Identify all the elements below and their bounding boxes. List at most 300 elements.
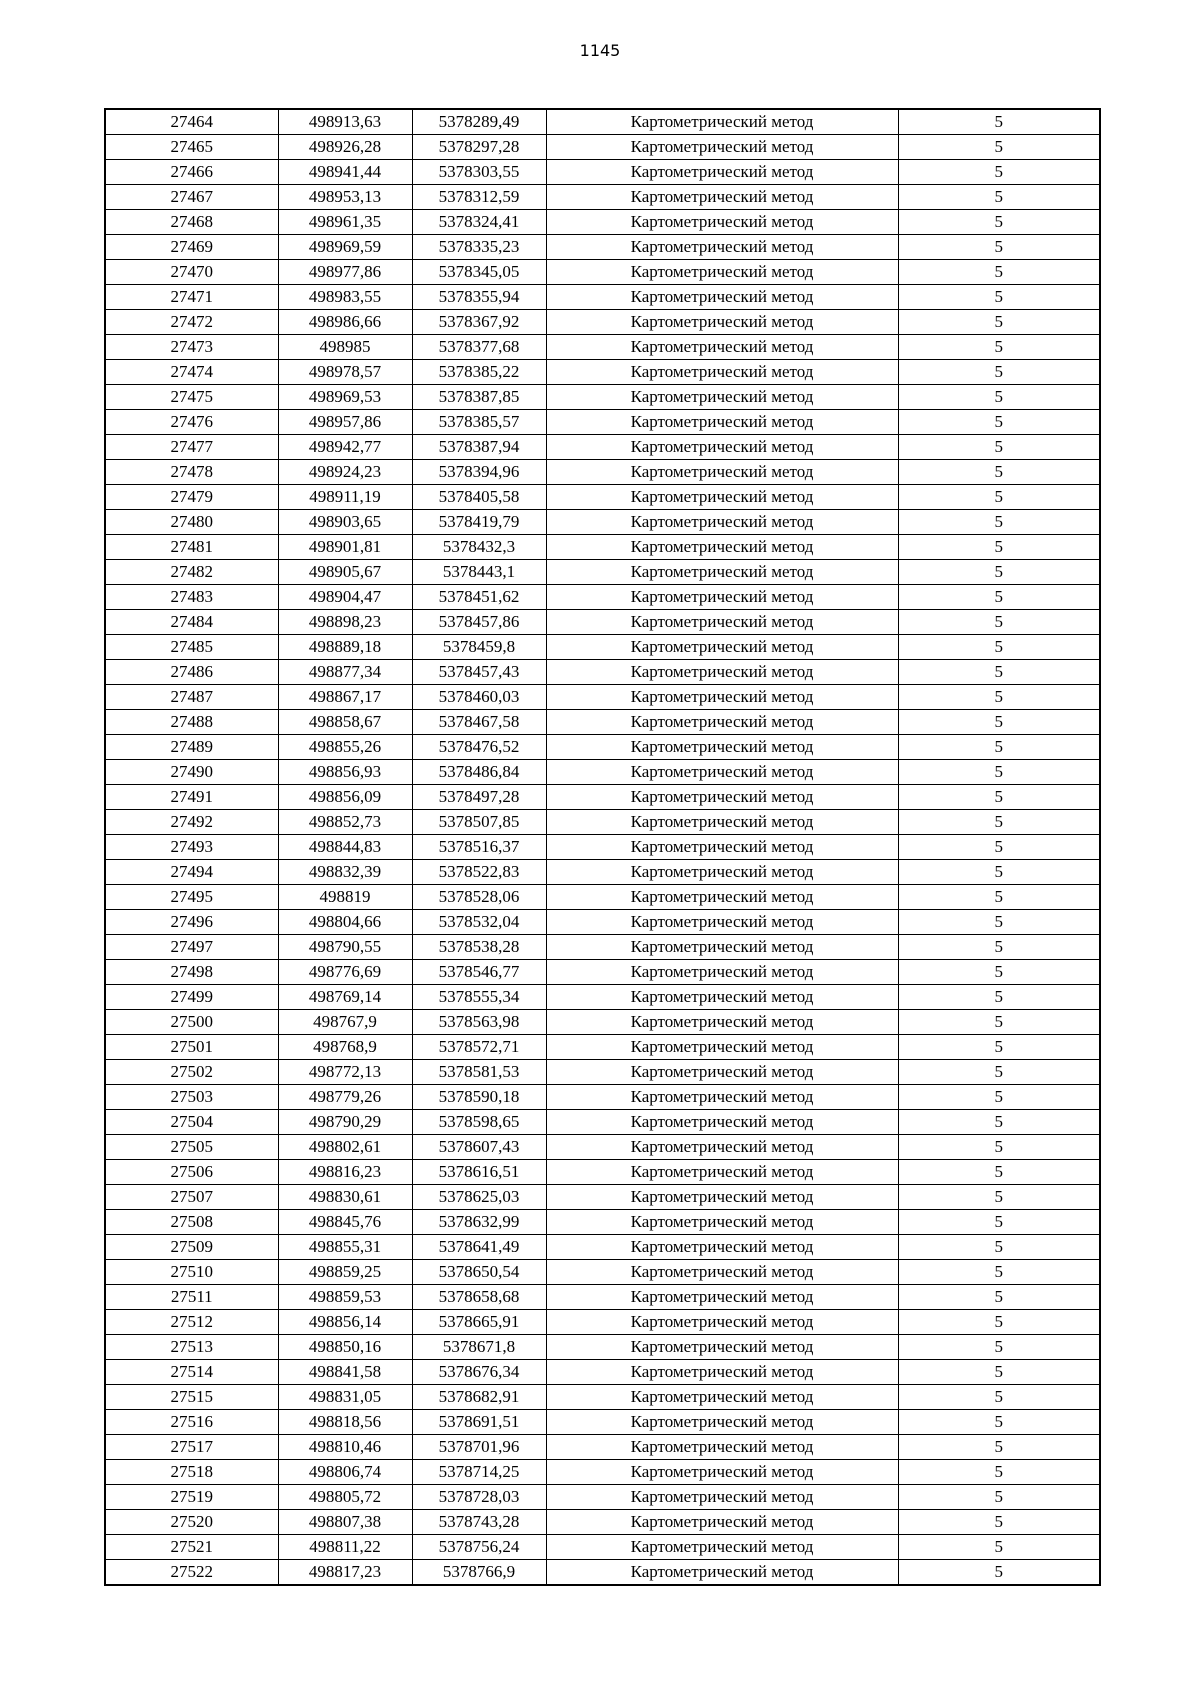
- x-coordinate-cell: 498957,86: [278, 410, 412, 435]
- x-coordinate-cell: 498832,39: [278, 860, 412, 885]
- point-number-cell: 27476: [105, 410, 278, 435]
- accuracy-cell: 5: [898, 1485, 1100, 1510]
- x-coordinate-cell: 498941,44: [278, 160, 412, 185]
- point-number-cell: 27506: [105, 1160, 278, 1185]
- accuracy-cell: 5: [898, 985, 1100, 1010]
- x-coordinate-cell: 498903,65: [278, 510, 412, 535]
- accuracy-cell: 5: [898, 1010, 1100, 1035]
- table-row: [105, 1160, 1100, 1185]
- method-cell: Картометрический метод: [546, 210, 898, 235]
- method-cell: Картометрический метод: [546, 160, 898, 185]
- coordinates-table: [104, 108, 1101, 1586]
- x-coordinate-cell: 498776,69: [278, 960, 412, 985]
- x-coordinate-cell: 498859,25: [278, 1260, 412, 1285]
- method-cell: Картометрический метод: [546, 1310, 898, 1335]
- x-coordinate-cell: 498856,14: [278, 1310, 412, 1335]
- accuracy-cell: 5: [898, 135, 1100, 160]
- method-cell: Картометрический метод: [546, 1010, 898, 1035]
- accuracy-cell: 5: [898, 685, 1100, 710]
- table-row: [105, 560, 1100, 585]
- method-cell: Картометрический метод: [546, 185, 898, 210]
- point-number-cell: 27512: [105, 1310, 278, 1335]
- method-cell: Картометрический метод: [546, 1260, 898, 1285]
- table-row: [105, 960, 1100, 985]
- table-row: [105, 685, 1100, 710]
- method-cell: Картометрический метод: [546, 610, 898, 635]
- accuracy-cell: 5: [898, 1060, 1100, 1085]
- method-cell: Картометрический метод: [546, 1085, 898, 1110]
- x-coordinate-cell: 498841,58: [278, 1360, 412, 1385]
- method-cell: Картометрический метод: [546, 685, 898, 710]
- y-coordinate-cell: 5378632,99: [412, 1210, 546, 1235]
- method-cell: Картометрический метод: [546, 410, 898, 435]
- accuracy-cell: 5: [898, 435, 1100, 460]
- method-cell: Картометрический метод: [546, 485, 898, 510]
- y-coordinate-cell: 5378432,3: [412, 535, 546, 560]
- method-cell: Картометрический метод: [546, 1335, 898, 1360]
- x-coordinate-cell: 498810,46: [278, 1435, 412, 1460]
- table-row: [105, 910, 1100, 935]
- accuracy-cell: 5: [898, 210, 1100, 235]
- table-row: [105, 1285, 1100, 1310]
- accuracy-cell: 5: [898, 360, 1100, 385]
- point-number-cell: 27496: [105, 910, 278, 935]
- table-row: [105, 535, 1100, 560]
- method-cell: Картометрический метод: [546, 535, 898, 560]
- table-row: [105, 1485, 1100, 1510]
- table-row: [105, 510, 1100, 535]
- accuracy-cell: 5: [898, 735, 1100, 760]
- y-coordinate-cell: 5378516,37: [412, 835, 546, 860]
- table-row: [105, 1560, 1100, 1586]
- table-row: [105, 635, 1100, 660]
- x-coordinate-cell: 498811,22: [278, 1535, 412, 1560]
- method-cell: Картометрический метод: [546, 1410, 898, 1435]
- y-coordinate-cell: 5378714,25: [412, 1460, 546, 1485]
- method-cell: Картометрический метод: [546, 1360, 898, 1385]
- table-row: [105, 109, 1100, 135]
- accuracy-cell: 5: [898, 285, 1100, 310]
- point-number-cell: 27498: [105, 960, 278, 985]
- table-row: [105, 835, 1100, 860]
- table-row: [105, 1335, 1100, 1360]
- x-coordinate-cell: 498855,31: [278, 1235, 412, 1260]
- table-row: [105, 1310, 1100, 1335]
- y-coordinate-cell: 5378312,59: [412, 185, 546, 210]
- table-row: [105, 410, 1100, 435]
- point-number-cell: 27483: [105, 585, 278, 610]
- x-coordinate-cell: 498985: [278, 335, 412, 360]
- x-coordinate-cell: 498859,53: [278, 1285, 412, 1310]
- point-number-cell: 27473: [105, 335, 278, 360]
- x-coordinate-cell: 498986,66: [278, 310, 412, 335]
- method-cell: Картометрический метод: [546, 910, 898, 935]
- table-row: [105, 1235, 1100, 1260]
- table-row: [105, 785, 1100, 810]
- y-coordinate-cell: 5378297,28: [412, 135, 546, 160]
- y-coordinate-cell: 5378459,8: [412, 635, 546, 660]
- table-body: [105, 109, 1100, 1585]
- y-coordinate-cell: 5378387,85: [412, 385, 546, 410]
- accuracy-cell: 5: [898, 810, 1100, 835]
- y-coordinate-cell: 5378625,03: [412, 1185, 546, 1210]
- accuracy-cell: 5: [898, 960, 1100, 985]
- y-coordinate-cell: 5378497,28: [412, 785, 546, 810]
- method-cell: Картометрический метод: [546, 760, 898, 785]
- method-cell: Картометрический метод: [546, 1210, 898, 1235]
- accuracy-cell: 5: [898, 1285, 1100, 1310]
- method-cell: Картометрический метод: [546, 1110, 898, 1135]
- point-number-cell: 27477: [105, 435, 278, 460]
- method-cell: Картометрический метод: [546, 835, 898, 860]
- method-cell: Картометрический метод: [546, 785, 898, 810]
- method-cell: Картометрический метод: [546, 510, 898, 535]
- point-number-cell: 27490: [105, 760, 278, 785]
- table-row: [105, 1185, 1100, 1210]
- method-cell: Картометрический метод: [546, 260, 898, 285]
- y-coordinate-cell: 5378665,91: [412, 1310, 546, 1335]
- method-cell: Картометрический метод: [546, 1285, 898, 1310]
- y-coordinate-cell: 5378303,55: [412, 160, 546, 185]
- point-number-cell: 27478: [105, 460, 278, 485]
- point-number-cell: 27502: [105, 1060, 278, 1085]
- point-number-cell: 27521: [105, 1535, 278, 1560]
- y-coordinate-cell: 5378387,94: [412, 435, 546, 460]
- method-cell: Картометрический метод: [546, 335, 898, 360]
- accuracy-cell: 5: [898, 1510, 1100, 1535]
- table-row: [105, 1010, 1100, 1035]
- method-cell: Картометрический метод: [546, 560, 898, 585]
- accuracy-cell: 5: [898, 260, 1100, 285]
- point-number-cell: 27471: [105, 285, 278, 310]
- table-row: [105, 810, 1100, 835]
- y-coordinate-cell: 5378324,41: [412, 210, 546, 235]
- accuracy-cell: 5: [898, 560, 1100, 585]
- point-number-cell: 27515: [105, 1385, 278, 1410]
- y-coordinate-cell: 5378650,54: [412, 1260, 546, 1285]
- accuracy-cell: 5: [898, 1460, 1100, 1485]
- accuracy-cell: 5: [898, 1535, 1100, 1560]
- x-coordinate-cell: 498867,17: [278, 685, 412, 710]
- y-coordinate-cell: 5378355,94: [412, 285, 546, 310]
- point-number-cell: 27509: [105, 1235, 278, 1260]
- y-coordinate-cell: 5378546,77: [412, 960, 546, 985]
- y-coordinate-cell: 5378607,43: [412, 1135, 546, 1160]
- x-coordinate-cell: 498830,61: [278, 1185, 412, 1210]
- method-cell: Картометрический метод: [546, 235, 898, 260]
- y-coordinate-cell: 5378616,51: [412, 1160, 546, 1185]
- table-row: [105, 185, 1100, 210]
- accuracy-cell: 5: [898, 510, 1100, 535]
- y-coordinate-cell: 5378555,34: [412, 985, 546, 1010]
- x-coordinate-cell: 498769,14: [278, 985, 412, 1010]
- accuracy-cell: 5: [898, 235, 1100, 260]
- point-number-cell: 27466: [105, 160, 278, 185]
- accuracy-cell: 5: [898, 1560, 1100, 1586]
- table-row: [105, 985, 1100, 1010]
- method-cell: Картометрический метод: [546, 1160, 898, 1185]
- accuracy-cell: 5: [898, 1085, 1100, 1110]
- y-coordinate-cell: 5378590,18: [412, 1085, 546, 1110]
- method-cell: Картометрический метод: [546, 810, 898, 835]
- point-number-cell: 27492: [105, 810, 278, 835]
- x-coordinate-cell: 498819: [278, 885, 412, 910]
- x-coordinate-cell: 498790,55: [278, 935, 412, 960]
- x-coordinate-cell: 498983,55: [278, 285, 412, 310]
- table-row: [105, 1435, 1100, 1460]
- x-coordinate-cell: 498926,28: [278, 135, 412, 160]
- point-number-cell: 27497: [105, 935, 278, 960]
- table-row: [105, 1360, 1100, 1385]
- x-coordinate-cell: 498977,86: [278, 260, 412, 285]
- accuracy-cell: 5: [898, 585, 1100, 610]
- x-coordinate-cell: 498855,26: [278, 735, 412, 760]
- x-coordinate-cell: 498790,29: [278, 1110, 412, 1135]
- x-coordinate-cell: 498969,53: [278, 385, 412, 410]
- method-cell: Картометрический метод: [546, 635, 898, 660]
- y-coordinate-cell: 5378345,05: [412, 260, 546, 285]
- method-cell: Картометрический метод: [546, 1060, 898, 1085]
- table-row: [105, 1035, 1100, 1060]
- accuracy-cell: 5: [898, 410, 1100, 435]
- accuracy-cell: 5: [898, 1260, 1100, 1285]
- x-coordinate-cell: 498805,72: [278, 1485, 412, 1510]
- method-cell: Картометрический метод: [546, 860, 898, 885]
- x-coordinate-cell: 498877,34: [278, 660, 412, 685]
- table-row: [105, 860, 1100, 885]
- point-number-cell: 27518: [105, 1460, 278, 1485]
- point-number-cell: 27465: [105, 135, 278, 160]
- accuracy-cell: 5: [898, 1310, 1100, 1335]
- y-coordinate-cell: 5378532,04: [412, 910, 546, 935]
- method-cell: Картометрический метод: [546, 885, 898, 910]
- table-row: [105, 735, 1100, 760]
- method-cell: Картометрический метод: [546, 1535, 898, 1560]
- accuracy-cell: 5: [898, 835, 1100, 860]
- y-coordinate-cell: 5378701,96: [412, 1435, 546, 1460]
- x-coordinate-cell: 498856,93: [278, 760, 412, 785]
- x-coordinate-cell: 498816,23: [278, 1160, 412, 1185]
- x-coordinate-cell: 498942,77: [278, 435, 412, 460]
- table-row: [105, 1510, 1100, 1535]
- y-coordinate-cell: 5378405,58: [412, 485, 546, 510]
- method-cell: Картометрический метод: [546, 109, 898, 135]
- x-coordinate-cell: 498845,76: [278, 1210, 412, 1235]
- table-row: [105, 660, 1100, 685]
- table-row: [105, 585, 1100, 610]
- accuracy-cell: 5: [898, 1410, 1100, 1435]
- accuracy-cell: 5: [898, 310, 1100, 335]
- accuracy-cell: 5: [898, 1360, 1100, 1385]
- point-number-cell: 27514: [105, 1360, 278, 1385]
- method-cell: Картометрический метод: [546, 660, 898, 685]
- point-number-cell: 27481: [105, 535, 278, 560]
- accuracy-cell: 5: [898, 1385, 1100, 1410]
- accuracy-cell: 5: [898, 109, 1100, 135]
- accuracy-cell: 5: [898, 910, 1100, 935]
- x-coordinate-cell: 498768,9: [278, 1035, 412, 1060]
- table-row: [105, 885, 1100, 910]
- point-number-cell: 27517: [105, 1435, 278, 1460]
- x-coordinate-cell: 498904,47: [278, 585, 412, 610]
- accuracy-cell: 5: [898, 335, 1100, 360]
- point-number-cell: 27499: [105, 985, 278, 1010]
- x-coordinate-cell: 498817,23: [278, 1560, 412, 1586]
- x-coordinate-cell: 498889,18: [278, 635, 412, 660]
- x-coordinate-cell: 498969,59: [278, 235, 412, 260]
- accuracy-cell: 5: [898, 660, 1100, 685]
- method-cell: Картометрический метод: [546, 1235, 898, 1260]
- method-cell: Картометрический метод: [546, 135, 898, 160]
- x-coordinate-cell: 498767,9: [278, 1010, 412, 1035]
- point-number-cell: 27520: [105, 1510, 278, 1535]
- table-row: [105, 1460, 1100, 1485]
- accuracy-cell: 5: [898, 160, 1100, 185]
- x-coordinate-cell: 498818,56: [278, 1410, 412, 1435]
- point-number-cell: 27484: [105, 610, 278, 635]
- y-coordinate-cell: 5378676,34: [412, 1360, 546, 1385]
- y-coordinate-cell: 5378658,68: [412, 1285, 546, 1310]
- accuracy-cell: 5: [898, 610, 1100, 635]
- method-cell: Картометрический метод: [546, 435, 898, 460]
- point-number-cell: 27487: [105, 685, 278, 710]
- x-coordinate-cell: 498913,63: [278, 109, 412, 135]
- table-row: [105, 1260, 1100, 1285]
- table-row: [105, 760, 1100, 785]
- x-coordinate-cell: 498772,13: [278, 1060, 412, 1085]
- x-coordinate-cell: 498898,23: [278, 610, 412, 635]
- point-number-cell: 27504: [105, 1110, 278, 1135]
- y-coordinate-cell: 5378528,06: [412, 885, 546, 910]
- accuracy-cell: 5: [898, 1035, 1100, 1060]
- point-number-cell: 27464: [105, 109, 278, 135]
- x-coordinate-cell: 498953,13: [278, 185, 412, 210]
- table-row: [105, 460, 1100, 485]
- table-row: [105, 1135, 1100, 1160]
- y-coordinate-cell: 5378563,98: [412, 1010, 546, 1035]
- accuracy-cell: 5: [898, 485, 1100, 510]
- table-row: [105, 285, 1100, 310]
- x-coordinate-cell: 498850,16: [278, 1335, 412, 1360]
- method-cell: Картометрический метод: [546, 960, 898, 985]
- x-coordinate-cell: 498961,35: [278, 210, 412, 235]
- point-number-cell: 27503: [105, 1085, 278, 1110]
- point-number-cell: 27479: [105, 485, 278, 510]
- accuracy-cell: 5: [898, 860, 1100, 885]
- point-number-cell: 27482: [105, 560, 278, 585]
- table-row: [105, 1085, 1100, 1110]
- method-cell: Картометрический метод: [546, 460, 898, 485]
- method-cell: Картометрический метод: [546, 985, 898, 1010]
- table-row: [105, 260, 1100, 285]
- x-coordinate-cell: 498802,61: [278, 1135, 412, 1160]
- table-row: [105, 1535, 1100, 1560]
- point-number-cell: 27510: [105, 1260, 278, 1285]
- y-coordinate-cell: 5378467,58: [412, 710, 546, 735]
- accuracy-cell: 5: [898, 1160, 1100, 1185]
- y-coordinate-cell: 5378756,24: [412, 1535, 546, 1560]
- y-coordinate-cell: 5378457,43: [412, 660, 546, 685]
- x-coordinate-cell: 498978,57: [278, 360, 412, 385]
- table-row: [105, 310, 1100, 335]
- x-coordinate-cell: 498831,05: [278, 1385, 412, 1410]
- accuracy-cell: 5: [898, 185, 1100, 210]
- y-coordinate-cell: 5378443,1: [412, 560, 546, 585]
- y-coordinate-cell: 5378367,92: [412, 310, 546, 335]
- method-cell: Картометрический метод: [546, 1510, 898, 1535]
- y-coordinate-cell: 5378671,8: [412, 1335, 546, 1360]
- page-number: 1145: [579, 41, 621, 60]
- method-cell: Картометрический метод: [546, 710, 898, 735]
- point-number-cell: 27485: [105, 635, 278, 660]
- table-row: [105, 1210, 1100, 1235]
- y-coordinate-cell: 5378538,28: [412, 935, 546, 960]
- accuracy-cell: 5: [898, 1435, 1100, 1460]
- accuracy-cell: 5: [898, 1210, 1100, 1235]
- table-row: [105, 135, 1100, 160]
- accuracy-cell: 5: [898, 1185, 1100, 1210]
- point-number-cell: 27511: [105, 1285, 278, 1310]
- y-coordinate-cell: 5378457,86: [412, 610, 546, 635]
- table-row: [105, 360, 1100, 385]
- method-cell: Картометрический метод: [546, 1135, 898, 1160]
- point-number-cell: 27474: [105, 360, 278, 385]
- x-coordinate-cell: 498924,23: [278, 460, 412, 485]
- x-coordinate-cell: 498804,66: [278, 910, 412, 935]
- point-number-cell: 27522: [105, 1560, 278, 1586]
- point-number-cell: 27519: [105, 1485, 278, 1510]
- accuracy-cell: 5: [898, 760, 1100, 785]
- point-number-cell: 27486: [105, 660, 278, 685]
- y-coordinate-cell: 5378581,53: [412, 1060, 546, 1085]
- x-coordinate-cell: 498807,38: [278, 1510, 412, 1535]
- point-number-cell: 27516: [105, 1410, 278, 1435]
- method-cell: Картометрический метод: [546, 1185, 898, 1210]
- y-coordinate-cell: 5378476,52: [412, 735, 546, 760]
- y-coordinate-cell: 5378598,65: [412, 1110, 546, 1135]
- table-row: [105, 935, 1100, 960]
- point-number-cell: 27508: [105, 1210, 278, 1235]
- point-number-cell: 27488: [105, 710, 278, 735]
- y-coordinate-cell: 5378641,49: [412, 1235, 546, 1260]
- accuracy-cell: 5: [898, 1110, 1100, 1135]
- y-coordinate-cell: 5378766,9: [412, 1560, 546, 1586]
- accuracy-cell: 5: [898, 1135, 1100, 1160]
- table-row: [105, 335, 1100, 360]
- y-coordinate-cell: 5378486,84: [412, 760, 546, 785]
- y-coordinate-cell: 5378743,28: [412, 1510, 546, 1535]
- accuracy-cell: 5: [898, 385, 1100, 410]
- point-number-cell: 27491: [105, 785, 278, 810]
- accuracy-cell: 5: [898, 535, 1100, 560]
- point-number-cell: 27472: [105, 310, 278, 335]
- x-coordinate-cell: 498905,67: [278, 560, 412, 585]
- accuracy-cell: 5: [898, 785, 1100, 810]
- accuracy-cell: 5: [898, 1335, 1100, 1360]
- y-coordinate-cell: 5378419,79: [412, 510, 546, 535]
- accuracy-cell: 5: [898, 710, 1100, 735]
- accuracy-cell: 5: [898, 460, 1100, 485]
- point-number-cell: 27468: [105, 210, 278, 235]
- method-cell: Картометрический метод: [546, 935, 898, 960]
- method-cell: Картометрический метод: [546, 585, 898, 610]
- table-row: [105, 485, 1100, 510]
- method-cell: Картометрический метод: [546, 1560, 898, 1586]
- accuracy-cell: 5: [898, 635, 1100, 660]
- y-coordinate-cell: 5378394,96: [412, 460, 546, 485]
- accuracy-cell: 5: [898, 1235, 1100, 1260]
- method-cell: Картометрический метод: [546, 1035, 898, 1060]
